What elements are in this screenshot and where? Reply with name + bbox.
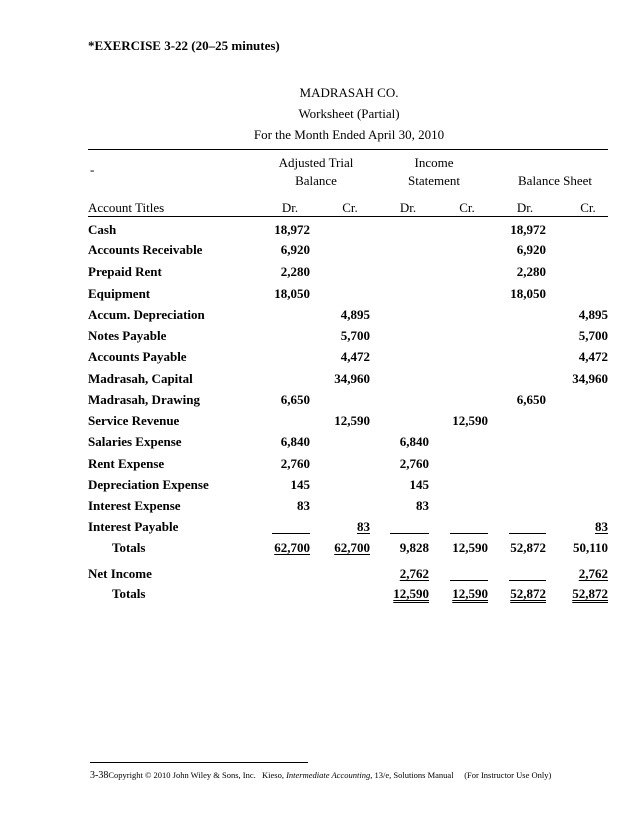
account-title: Salaries Expense [88,434,182,449]
grand-totals-label: Totals [112,586,146,601]
col-header-is-cr: Cr. [459,200,475,215]
account-title: Notes Payable [88,328,167,343]
account-title: Accounts Payable [88,349,187,364]
account-title: Cash [88,222,117,237]
totals-label: Totals [112,540,146,555]
cell-is-dr: 83 [416,498,429,513]
cell-atb-cr: 83 [357,519,370,534]
cell-bs-cr: 83 [595,519,608,534]
grand-totals-bs-cr: 52,872 [572,586,608,601]
account-title: Prepaid Rent [88,264,162,279]
dash-mark: - [90,162,95,177]
net-income-bs-cr: 2,762 [578,566,608,581]
account-titles-header: Account Titles [88,200,165,215]
period-line: For the Month Ended April 30, 2010 [253,127,445,142]
account-title: Equipment [88,286,151,301]
footer-author: Kieso, [262,770,284,780]
blank-line-is-dr [390,533,429,534]
cell-bs-cr: 4,472 [578,349,608,364]
cell-atb-dr: 83 [297,498,310,513]
company-name: MADRASAH CO. [299,85,399,100]
footer-book-title: Intermediate Accounting, [286,770,373,780]
cell-atb-dr: 2,280 [280,264,310,279]
net-income-bs-dr-blank [509,580,546,581]
adjusted-trial-header-line2: Balance [295,173,337,188]
cell-bs-cr: 5,700 [578,328,608,343]
net-income-label: Net Income [88,566,152,581]
footer-page-ref: 3-38 [90,770,109,781]
totals-atb-cr: 62,700 [334,540,370,555]
col-header-bs-dr: Dr. [516,200,534,215]
col-header-atb-cr: Cr. [342,200,358,215]
footer-edition: 13/e, Solutions Manual [374,770,454,780]
subheader-rule [88,216,608,217]
cell-is-cr: 12,590 [452,413,488,428]
cell-atb-cr: 4,895 [340,307,370,322]
totals-is-dr: 9,828 [399,540,429,555]
account-title: Interest Expense [88,498,181,513]
header-rule [88,149,608,150]
cell-is-dr: 6,840 [399,434,429,449]
cell-bs-dr: 18,050 [510,286,546,301]
cell-atb-cr: 5,700 [340,328,370,343]
cell-bs-dr: 2,280 [516,264,546,279]
cell-bs-cr: 34,960 [572,371,608,386]
net-income-is-dr: 2,762 [399,566,429,581]
adjusted-trial-header: Adjusted Trial [278,155,354,170]
totals-atb-dr: 62,700 [274,540,310,555]
grand-totals-is-cr: 12,590 [452,586,488,601]
account-title: Depreciation Expense [88,477,209,492]
cell-atb-dr: 18,972 [274,222,310,237]
col-header-bs-cr: Cr. [580,200,596,215]
grand-totals-is-dr: 12,590 [393,586,429,601]
cell-atb-dr: 2,760 [280,456,310,471]
account-title: Madrasah, Capital [88,371,193,386]
footer-left [90,770,256,781]
grand-totals-bs-dr: 52,872 [510,586,546,601]
footer-right [262,770,551,781]
cell-atb-dr: 6,650 [280,392,310,407]
totals-bs-dr: 52,872 [510,540,546,555]
col-header-is-dr: Dr. [399,200,417,215]
net-income-is-cr-blank [450,580,488,581]
account-title: Accum. Depreciation [88,307,205,322]
income-statement-header: Income [414,155,454,170]
income-statement-header-line2: Statement [408,173,460,188]
blank-line-atb-dr [272,533,310,534]
cell-atb-cr: 12,590 [334,413,370,428]
cell-bs-dr: 18,972 [510,222,546,237]
cell-atb-cr: 34,960 [334,371,370,386]
col-header-atb-dr: Dr. [281,200,299,215]
footer-rule [90,762,308,763]
cell-atb-dr: 145 [290,477,310,492]
cell-atb-dr: 6,840 [280,434,310,449]
cell-bs-cr: 4,895 [578,307,608,322]
footer-copyright: Copyright © 2010 John Wiley & Sons, Inc. [108,770,256,780]
cell-atb-dr: 6,920 [280,242,310,257]
blank-line-bs-dr [509,533,546,534]
totals-is-cr: 12,590 [452,540,488,555]
blank-line-is-cr [450,533,488,534]
cell-is-dr: 2,760 [399,456,429,471]
account-title: Accounts Receivable [88,242,203,257]
totals-bs-cr: 50,110 [572,540,608,555]
cell-bs-dr: 6,920 [516,242,546,257]
account-title: Service Revenue [88,413,180,428]
balance-sheet-header: Balance Sheet [518,173,592,188]
footer-note: (For Instructor Use Only) [464,770,552,780]
cell-bs-dr: 6,650 [516,392,546,407]
account-title: Rent Expense [88,456,165,471]
account-title: Madrasah, Drawing [88,392,200,407]
exercise-title: *EXERCISE 3-22 (20–25 minutes) [88,38,280,53]
cell-is-dr: 145 [409,477,429,492]
worksheet-title: Worksheet (Partial) [298,106,400,121]
cell-atb-cr: 4,472 [340,349,370,364]
account-title: Interest Payable [88,519,179,534]
cell-atb-dr: 18,050 [274,286,310,301]
